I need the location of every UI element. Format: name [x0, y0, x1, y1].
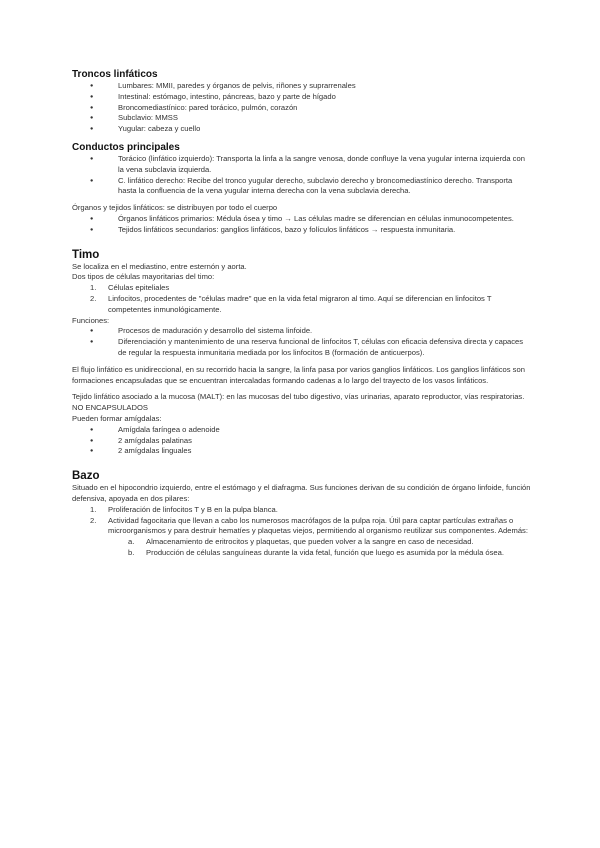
organos-intro: Órganos y tejidos linfáticos: se distribuyen por todo el cuerpo: [72, 203, 278, 213]
amigdalas-list: [72, 425, 532, 457]
troncos-list: [72, 81, 532, 135]
list-text: Células epiteliales: [108, 283, 170, 293]
list-item: ● 2 amígdalas palatinas: [72, 436, 532, 447]
bazo-intro: Situado en el hipocondrio izquierdo, entre el estómago y el diafragma. Sus funciones derivan de su condición de órgano linfoide, función defensiva, apoyada en dos pilares:: [72, 483, 531, 503]
list-number: 1.: [90, 504, 97, 514]
list-item: ● Subclavio: MMSS: [72, 113, 532, 124]
heading-troncos-linfaticos: Troncos linfáticos: [72, 69, 158, 80]
list-letter: b.: [128, 547, 135, 557]
list-item: ● Broncomediastínico: pared torácico, pulmón, corazón: [72, 103, 532, 114]
flujo-linfatico-paragraph: El flujo linfático es unidireccional, en su recorrido hacia la sangre, la linfa pasa por varios ganglios linfáticos. Los ganglios linfáticos son formaciones encapsuladas que se encuentran intercaladas formando cadenas a lo largo del trayecto de los vasos linfáticos.: [72, 364, 525, 385]
list-item: ● Diferenciación y mantenimiento de una reserva funcional de linfocitos T, células con eficacia defensiva directa y capaces de regular la respuesta inmunitaria mediada por los linfocitos B (formación de anticuerpos).: [72, 337, 532, 359]
document-page: [72, 68, 532, 559]
list-item: ● Tejidos linfáticos secundarios: ganglios linfáticos, bazo y folículos linfáticos → respuesta inmunitaria.: [72, 225, 532, 236]
list-item: ● 2 amígdalas linguales: [72, 446, 532, 457]
list-item: ● Yugular: cabeza y cuello: [72, 124, 532, 135]
list-item: ● Torácico (linfático izquierdo): Transporta la linfa a la sangre venosa, donde confluye la vena yugular interna izquierda con la vena subclavia izquierda.: [72, 154, 532, 176]
organos-list: [72, 214, 532, 236]
heading-conductos-principales: Conductos principales: [72, 141, 180, 153]
list-item: ● Órganos linfáticos primarios: Médula ósea y timo → Las células madre se diferencian en células inmunocompetentes.: [72, 214, 532, 225]
heading-bazo: Bazo: [72, 470, 100, 483]
bazo-functions-list: [72, 505, 532, 537]
timo-location: Se localiza en el mediastino, entre esternón y aorta.: [72, 261, 247, 271]
amigdalas-intro: Pueden formar amígdalas:: [72, 413, 162, 423]
list-text: Producción de células sanguíneas durante la vida fetal, función que luego es asumida por la médula ósea.: [146, 547, 504, 557]
list-item: [72, 548, 532, 559]
list-item: ● Procesos de maduración y desarrollo del sistema linfoide.: [72, 326, 532, 337]
list-item: [72, 294, 532, 316]
heading-timo: Timo: [72, 248, 100, 261]
timo-cell-types-intro: Dos tipos de células mayoritarias del timo:: [72, 272, 215, 282]
list-item: [72, 283, 532, 294]
malt-paragraph: Tejido linfático asociado a la mucosa (MALT): en las mucosas del tubo digestivo, vías urinarias, aparato reproductor, vías respiratorias. NO ENCAPSULADOS: [72, 392, 525, 413]
conductos-list: [72, 154, 532, 197]
list-item: ● Amígdala faríngea o adenoide: [72, 425, 532, 436]
list-item: ● Intestinal: estómago, intestino, páncreas, bazo y parte de hígado: [72, 92, 532, 103]
bazo-sub-list: [72, 537, 532, 559]
list-item: ● Lumbares: MMII, paredes y órganos de pelvis, riñones y suprarrenales: [72, 81, 532, 92]
list-item: ● C. linfático derecho: Recibe del tronco yugular derecho, subclavio derecho y broncomediastínico derecho. Transporta hasta la confluencia de la vena yugular interna derecha con la vena subclavia derecha.: [72, 176, 532, 198]
list-number: 1.: [90, 283, 97, 293]
list-text: Proliferación de linfocitos T y B en la pulpa blanca.: [108, 504, 278, 514]
funciones-list: [72, 326, 532, 358]
list-text: Actividad fagocitaria que llevan a cabo los numerosos macrófagos de la pulpa roja. Útil para captar partículas extrañas o microorganismos y para destruir hematíes y plaquetas viejos, permitiendo al organismo reutilizar sus componentes. Además:: [108, 515, 528, 536]
list-text: Almacenamiento de eritrocitos y plaquetas, que pueden volver a la sangre en caso de necesidad.: [146, 537, 474, 547]
list-item: [72, 537, 532, 548]
list-number: 2.: [90, 293, 97, 303]
list-text: Linfocitos, procedentes de "células madre" que en la vida fetal migraron al timo. Aquí se diferencian en linfocitos T competentes inmunológicamente.: [108, 293, 492, 314]
list-item: [72, 505, 532, 516]
list-letter: a.: [128, 537, 135, 547]
list-number: 2.: [90, 515, 97, 525]
list-item: [72, 516, 532, 538]
timo-cells-list: [72, 283, 532, 315]
funciones-label: Funciones:: [72, 315, 110, 325]
